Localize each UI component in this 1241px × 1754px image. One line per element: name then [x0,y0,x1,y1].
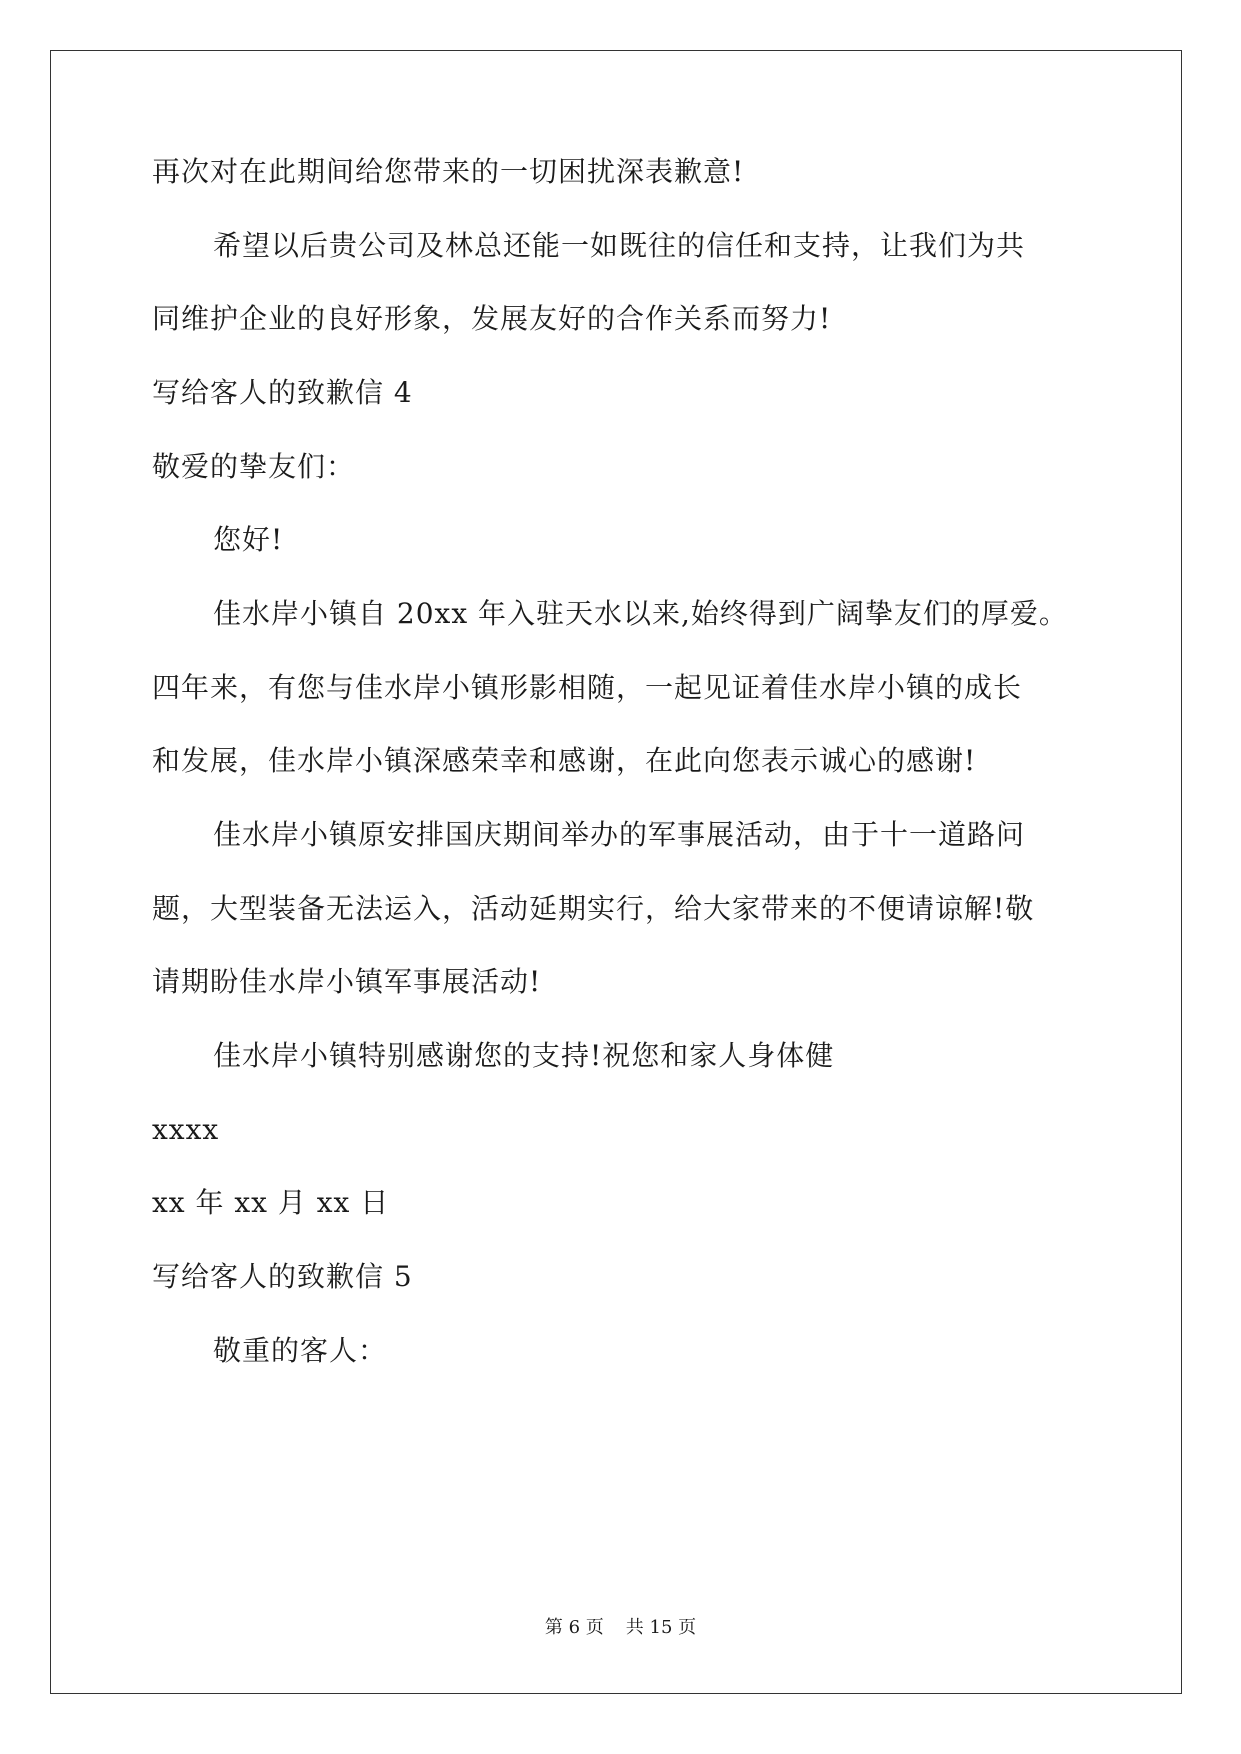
greeting: 您好! [213,523,284,556]
text-line: 希望以后贵公司及林总还能一如既往的信任和支持，让我们为共 [213,229,1026,262]
page-footer [0,1616,1241,1640]
text-line: 佳水岸小镇自 20xx 年入驻天水以来,始终得到广阔挚友们的厚爱。 [213,597,1068,630]
salutation: 敬爱的挚友们： [152,450,356,483]
signature: xxxx [152,1113,220,1146]
text-line: 佳水岸小镇特别感谢您的支持!祝您和家人身体健 [213,1039,835,1072]
salutation: 敬重的客人： [213,1334,388,1367]
page-total: 共 15 页 [625,1617,697,1638]
section-heading: 写给客人的致歉信 5 [152,1260,413,1293]
text-line: 同维护企业的良好形象，发展友好的合作关系而努力! [152,302,832,335]
text-line: 和发展，佳水岸小镇深感荣幸和感谢，在此向您表示诚心的感谢! [152,744,977,777]
section-heading: 写给客人的致歉信 4 [152,376,413,409]
text-line: 再次对在此期间给您带来的一切困扰深表歉意! [152,155,745,188]
page-border [50,50,1182,1694]
text-line: 四年来，有您与佳水岸小镇形影相随，一起见证着佳水岸小镇的成长 [152,671,1023,704]
page-number: 第 6 页 [544,1617,604,1638]
text-line: 请期盼佳水岸小镇军事展活动! [152,965,542,998]
date-line: xx 年 xx 月 xx 日 [152,1186,390,1219]
text-line: 题，大型装备无法运入，活动延期实行，给大家带来的不便请谅解!敬 [152,892,1035,925]
text-line: 佳水岸小镇原安排国庆期间举办的军事展活动，由于十一道路问 [213,818,1026,851]
